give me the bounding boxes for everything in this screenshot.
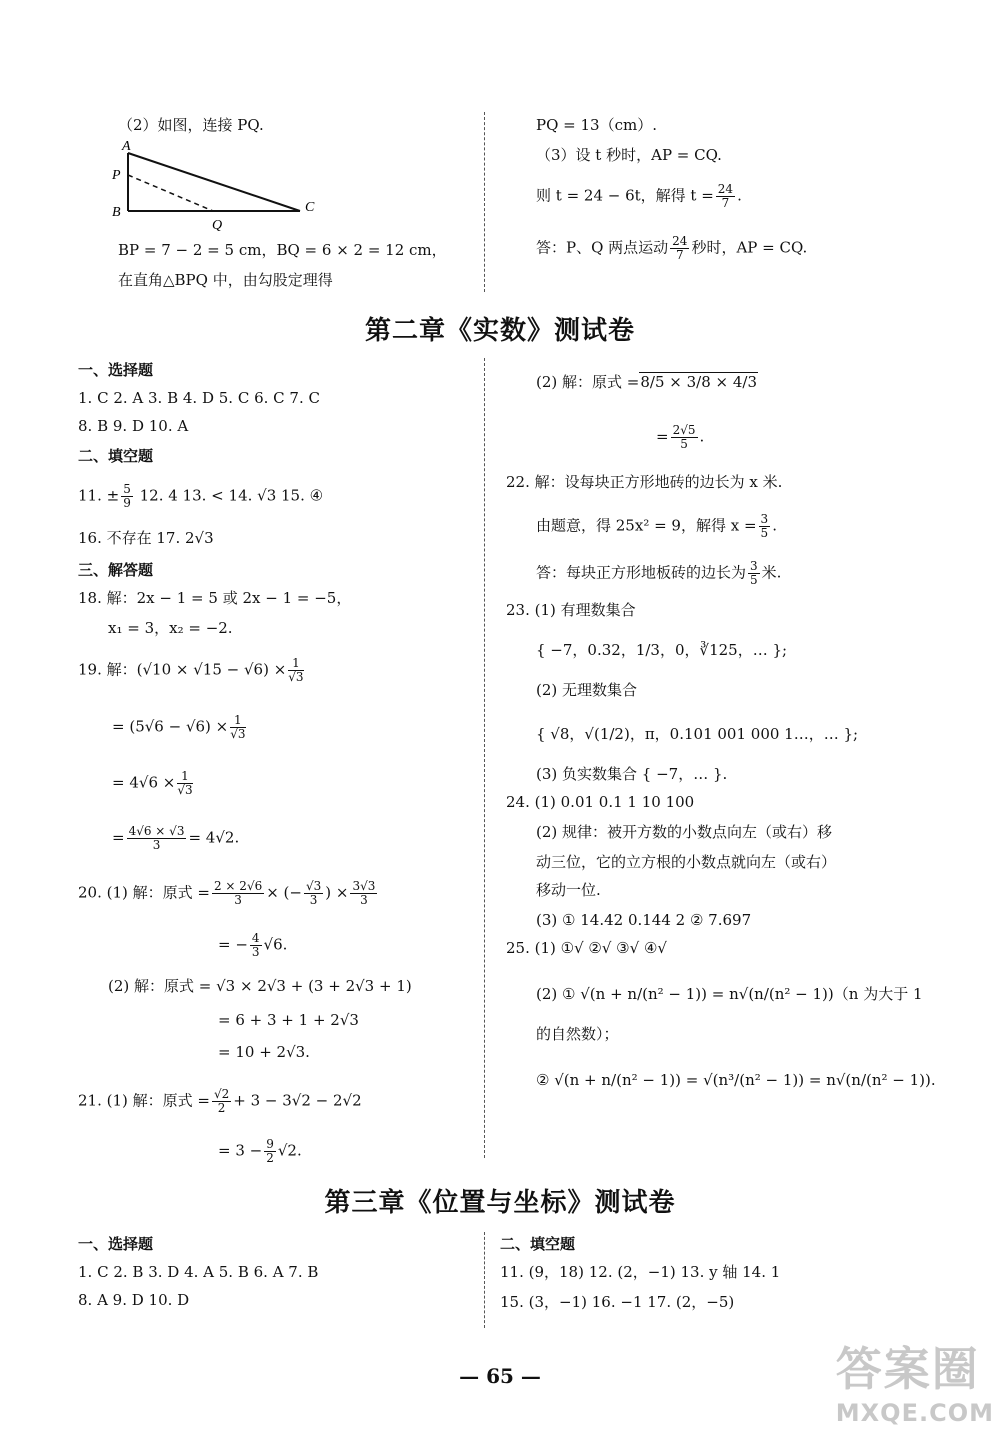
q19-line1: 19. 解：(√10 × √15 − √6) × $\frac{1}{√3}$ [78, 656, 304, 684]
frac-24-7: $\frac{24}{7}$ [717, 182, 734, 210]
ch2-fill-row1: 11. ± $\frac{5}{9}$ 12. 4 13. < 14. √3 15. ④ [78, 482, 324, 510]
label-q: Q [212, 218, 223, 233]
q21-2-line1: (2) 解：原式 =8/5 × 3/8 × 4/3 [536, 373, 757, 391]
prev-left-line2: BP = 7 − 2 = 5 cm，BQ = 6 × 2 = 12 cm， [118, 241, 447, 259]
q21-line1: 21. (1) 解：原式 = $\frac{√2}{2}$ + 3 − 3√2 − 2√2 [78, 1087, 362, 1115]
prev-right-line3: 则 t = 24 − 6t，解得 t = $\frac{24}{7}$ . [536, 182, 742, 210]
q24-line1: 24. (1) 0.01 0.1 1 10 100 [506, 793, 695, 811]
q23-line2: { −7，0.32，1/3，0，∛125，… }; [536, 641, 788, 659]
q21-2-line2: = $\frac{2√5}{5}$ . [656, 423, 705, 451]
q23-line3: (2) 无理数集合 [536, 681, 638, 699]
q20-line3: (2) 解：原式 = √3 × 2√3 + (3 + 2√3 + 1) [108, 977, 412, 995]
ch2-section-choice: 一、选择题 [78, 361, 154, 379]
q25-line4: ② √(n + n/(n² − 1)) = √(n³/(n² − 1)) = n√(n/(n² − 1)). [536, 1071, 936, 1089]
prev-right-line2: （3）设 t 秒时，AP = CQ. [536, 146, 722, 164]
page-number: — 65 — [459, 1364, 541, 1388]
q23-line1: 23. (1) 有理数集合 [506, 601, 636, 619]
ch3-fill-row2: 15. (3，−1) 16. −1 17. (2，−5) [500, 1293, 735, 1311]
q24-line4: 移动一位. [536, 881, 601, 899]
q18-line1: 18. 解：2x − 1 = 5 或 2x − 1 = −5， [78, 589, 352, 607]
q21-line2: = 3 − $\frac{9}{2}$ √2. [218, 1137, 302, 1165]
ch2-choice-row1: 1. C 2. A 3. B 4. D 5. C 6. C 7. C [78, 389, 320, 407]
column-divider-top [484, 112, 485, 292]
prev-right-line4: 答：P、Q 两点运动 $\frac{24}{7}$ 秒时，AP = CQ. [536, 234, 808, 262]
q20-line1: 20. (1) 解：原式 = $\frac{2 \times 2√6}{3}$ × (− $\frac{√3}{3}$ ) × $\frac{3√3}{3}$ [78, 879, 376, 907]
label-b: B [112, 205, 121, 220]
q22-line3: 答：每块正方形地板砖的边长为 $\frac{3}{5}$ 米. [536, 559, 782, 587]
chapter3-title: 第三章《位置与坐标》测试卷 [324, 1188, 676, 1218]
triangle-figure [108, 138, 333, 233]
ch2-section-fill: 二、填空题 [78, 447, 154, 465]
q22-line2: 由题意，得 25x² = 9，解得 x = $\frac{3}{5}$ . [536, 512, 777, 540]
q25-line2: (2) ① √(n + n/(n² − 1)) = n√(n/(n² − 1))（n 为大于 1 [536, 985, 923, 1003]
q19-line4: = $\frac{4√6 \times √3}{3}$ = 4√2. [112, 824, 240, 852]
q20-line4: = 6 + 3 + 1 + 2√3 [218, 1011, 359, 1029]
ch2-fill-row2: 16. 不存在 17. 2√3 [78, 529, 214, 547]
frac-24-7b: $\frac{24}{7}$ [672, 234, 688, 262]
q23-line5: (3) 负实数集合 { −7，… }. [536, 765, 728, 783]
label-c: C [305, 200, 315, 215]
q25-line3: 的自然数）； [536, 1025, 619, 1043]
q18-line2: x₁ = 3，x₂ = −2. [108, 619, 233, 637]
q19-line3: = 4√6 × $\frac{1}{√3}$ [112, 769, 193, 797]
q24-line5: (3) ① 14.42 0.144 2 ② 7.697 [536, 911, 752, 929]
prev-left-line1: （2）如图，连接 PQ. [118, 116, 264, 134]
prev-right-line1: PQ = 13（cm）. [536, 116, 657, 134]
ch2-choice-row2: 8. B 9. D 10. A [78, 417, 189, 435]
q24-line3: 动三位，它的立方根的小数点就向左（或右） [536, 853, 837, 871]
q24-line2: (2) 规律：被开方数的小数点向左（或右）移 [536, 823, 833, 841]
q25-line1: 25. (1) ①√ ②√ ③√ ④√ [506, 939, 667, 957]
ch3-choice-row2: 8. A 9. D 10. D [78, 1291, 190, 1309]
ch3-section-choice: 一、选择题 [78, 1235, 154, 1253]
watermark-logo: 答案圈 MXQE.COM [835, 1342, 994, 1427]
ch3-section-fill: 二、填空题 [500, 1235, 576, 1253]
chapter2-title: 第二章《实数》测试卷 [364, 316, 635, 346]
column-divider-ch3 [484, 1232, 485, 1328]
q23-line4: { √8，√(1/2)，π，0.101 001 000 1…，… }; [536, 725, 859, 743]
ch3-choice-row1: 1. C 2. B 3. D 4. A 5. B 6. A 7. B [78, 1263, 319, 1281]
q20-line5: = 10 + 2√3. [218, 1043, 310, 1061]
label-p: P [112, 168, 121, 183]
column-divider-ch2 [484, 358, 485, 1158]
prev-left-line3: 在直角△BPQ 中，由勾股定理得 [118, 271, 333, 289]
label-a: A [122, 139, 131, 154]
q19-line2: = (5√6 − √6) × $\frac{1}{√3}$ [112, 713, 246, 741]
q22-line1: 22. 解：设每块正方形地砖的边长为 x 米. [506, 473, 783, 491]
ch2-section-answer: 三、解答题 [78, 561, 154, 579]
q20-line2: = − $\frac{4}{3}$ √6. [218, 931, 288, 959]
ch3-fill-row1: 11. (9，18) 12. (2，−1) 13. y 轴 14. 1 [500, 1263, 781, 1281]
